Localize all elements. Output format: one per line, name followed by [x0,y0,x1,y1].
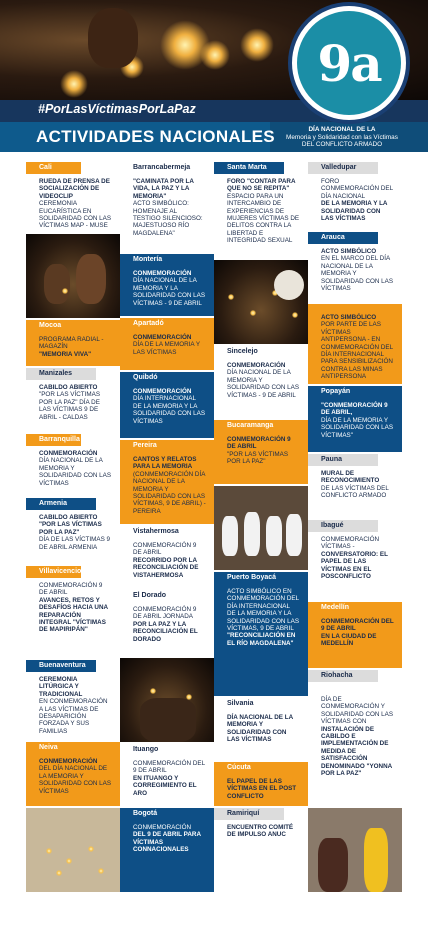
card-pereira: Pereira CANTOS Y RELATOS PARA LA MEMORIA (CONMEMORACIÓN DÍA NACIONAL DE LA MEMORIA Y SOLIDARIDAD CON LAS VÍCTIMAS, 9 DE ABRIL) - PEREIRA [120,440,214,524]
card-mocoa: Mocoa PROGRAMA RADIAL - MAGAZÍN "MEMORIA VIVA" [26,320,120,366]
photo-night-vigil [120,658,214,742]
footer [0,905,428,927]
card-ibague: Ibagué CONMEMORACIÓN VÍCTIMAS - CONVERSATORIO: EL PAPEL DE LAS VÍCTIMAS EN EL POSCONFLICTO [308,520,402,600]
card-ramiriqui: Ramiriquí ENCUENTRO COMITÉ DE IMPULSO ANUC [214,808,308,892]
photo-candles-street [26,808,120,892]
card-pauna: Pauna MURAL DE RECONOCIMIENTO DE LAS VÍCTIMAS DEL CONFLICTO ARMADO [308,454,402,518]
photo-group-event [214,486,308,570]
card-villavicencio: Villavicencio CONMEMORACIÓN 9 DE ABRIL AVANCES, RETOS Y DESAFÍOS HACIA UNA REPARACIÓN INTEGRAL "VÍCTIMAS DE MAPIRIPÁN" [26,566,120,658]
card-monteria: Montería CONMEMORACIÓN DÍA NACIONAL DE LA MEMORIA Y LA SOLIDARIDAD CON LAS VÍCTIMAS - 9 DE ABRIL [120,254,214,316]
photo-community [308,808,402,892]
subtitle: DÍA NACIONAL DE LA Memoria y Solidaridad con las Víctimas DEL CONFLICTO ARMADO [286,126,398,149]
card-apartado: Apartadó CONMEMORACIÓN DÍA DE LA MEMORIA Y LAS VÍCTIMAS [120,318,214,370]
card-sincelejo: Sincelejo CONMEMORACIÓN DÍA NACIONAL DE LA MEMORIA Y SOLIDARIDAD CON LAS VÍCTIMAS - 9 DE ABRIL [214,346,308,418]
card-bucaramanga: Bucaramanga CONMEMORACIÓN 9 DE ABRIL "POR LAS VÍCTIMAS POR LA PAZ" [214,420,308,484]
card-puertoboyaca: Puerto Boyacá ACTO SIMBÓLICO EN CONMEMORACIÓN DEL DÍA INTERNACIONAL DE LA MEMORIA Y LA SOLIDARIDAD CON LAS VÍCTIMAS, 9 DE ABRIL "RECONCILIACIÓN EN EL RÍO MAGDALENA" [214,572,308,696]
card-manizales: Manizales CABILDO ABIERTO "POR LAS VÍCTIMAS POR LA PAZ" DÍA DE LAS VÍCTIMAS 9 DE ABRIL - CALDAS [26,368,120,432]
card-arauca-2: ACTO SIMBÓLICO POR PARTE DE LAS VÍCTIMAS ANTIPERSONA - EN CONMEMORACIÓN DEL DÍA INTERNACIONAL PARA SENSIBILIZACIÓN CONTRA LAS MINAS ANTIPERSONA [308,304,402,384]
hashtag: #PorLasVíctimasPorLaPaz [38,102,196,116]
event-logo-badge [288,2,410,124]
card-quibdo: Quibdó CONMEMORACIÓN DÍA INTERNACIONAL DE LA MEMORIA Y LA SOLIDARIDAD CON LAS VÍCTIMAS [120,372,214,438]
card-santamarta: Santa Marta FORO "CONTAR PARA QUE NO SE REPITA" ESPACIO PARA UN INTERCAMBIO DE EXPERIENCIAS DE MUJERES VÍCTIMAS DE DELITOS CONTRA LA LIBERTAD E INTEGRIDAD SEXUAL [214,162,308,258]
card-medellin: Medellín CONMEMORACIÓN DEL 9 DE ABRIL EN LA CIUDAD DE MEDELLÍN [308,602,402,668]
card-vistahermosa: Vistahermosa CONMEMORACIÓN 9 DE ABRIL RECORRIDO POR LA RECONCILIACIÓN DE VISTAHERMOSA [120,526,214,588]
card-riohacha: Riohacha DÍA DE CONMEMORACIÓN Y SOLIDARIDAD CON LAS VÍCTIMAS CON INSTALACIÓN DE CABILDO E IMPLEMENTACIÓN DE MEDIDA DE SATISFACCIÓN DENOMINADO "YONNA POR LA PAZ" [308,670,402,806]
card-silvania: Silvania DÍA NACIONAL DE LA MEMORIA Y SOLIDARIDAD CON LAS VÍCTIMAS [214,698,308,760]
card-armenia: Armenia CABILDO ABIERTO "POR LAS VÍCTIMAS POR LA PAZ" DÍA DE LAS VÍCTIMAS 9 DE ABRIL ARMENIA [26,498,120,564]
card-popayan: Popayán "CONMEMORACIÓN 9 DE ABRIL, DÍA DE LA MEMORIA Y SOLIDARIDAD CON LAS VÍCTIMAS" [308,386,402,452]
card-buenaventura: Buenaventura CEREMONIA LITÚRGICA Y TRADICIONAL EN CONMEMORACIÓN A LAS VÍCTIMAS DE DESAPARICIÓN FORZADA Y SUS FAMILIAS [26,660,120,740]
badge-text: 9a [317,33,381,93]
card-bogota: Bogotá CONMEMORACIÓN DEL 9 DE ABRIL PARA VÍCTIMAS CONNACIONALES [120,808,214,892]
photo-children [26,234,120,318]
card-eldorado: El Dorado CONMEMORACIÓN 9 DE ABRIL JORNADA POR LA PAZ Y LA RECONCILIACIÓN EL DORADO [120,590,214,656]
card-arauca: Arauca ACTO SIMBÓLICO EN EL MARCO DEL DÍA NACIONAL DE LA MEMORIA Y SOLIDARIDAD CON LAS VÍCTIMAS [308,232,402,302]
card-barranquilla: Barranquilla CONMEMORACIÓN DÍA NACIONAL DE LA MEMORIA Y SOLIDARIDAD CON LAS VÍCTIMAS [26,434,120,496]
card-valledupar: Valledupar FORO CONMEMORACIÓN DEL DÍA NACIONAL DE LA MEMORIA Y LA SOLIDARIDAD CON LAS VÍCTIMAS [308,162,402,230]
card-cucuta: Cúcuta EL PAPEL DE LAS VÍCTIMAS EN EL POST CONFLICTO [214,762,308,806]
page-title: ACTIVIDADES NACIONALES [36,127,275,146]
card-cali: Cali RUEDA DE PRENSA DE SOCIALIZACIÓN DE VIDEOCLIP CEREMONIA EUCARÍSTICA EN SOLIDARIDAD CON LAS VÍCTIMAS MAP - MUSE [26,162,120,232]
card-ituango: Ituango CONMEMORACIÓN DEL 9 DE ABRIL EN ITUANGO Y CORREGIMIENTO EL ARO [120,744,214,806]
card-barrancabermeja: Barrancabermeja "CAMINATA POR LA VIDA, LA PAZ Y LA MEMORIA" ACTO SIMBÓLICO: HOMENAJE AL TESTIGO SILENCIOSO: MAJESTUOSO RÍO MAGDALENA" [120,162,214,252]
photo-candle-crowd [214,260,308,344]
card-neiva: Neiva CONMEMORACIÓN DEL DÍA NACIONAL DE LA MEMORIA Y SOLIDARIDAD CON LAS VÍCTIMAS [26,742,120,806]
